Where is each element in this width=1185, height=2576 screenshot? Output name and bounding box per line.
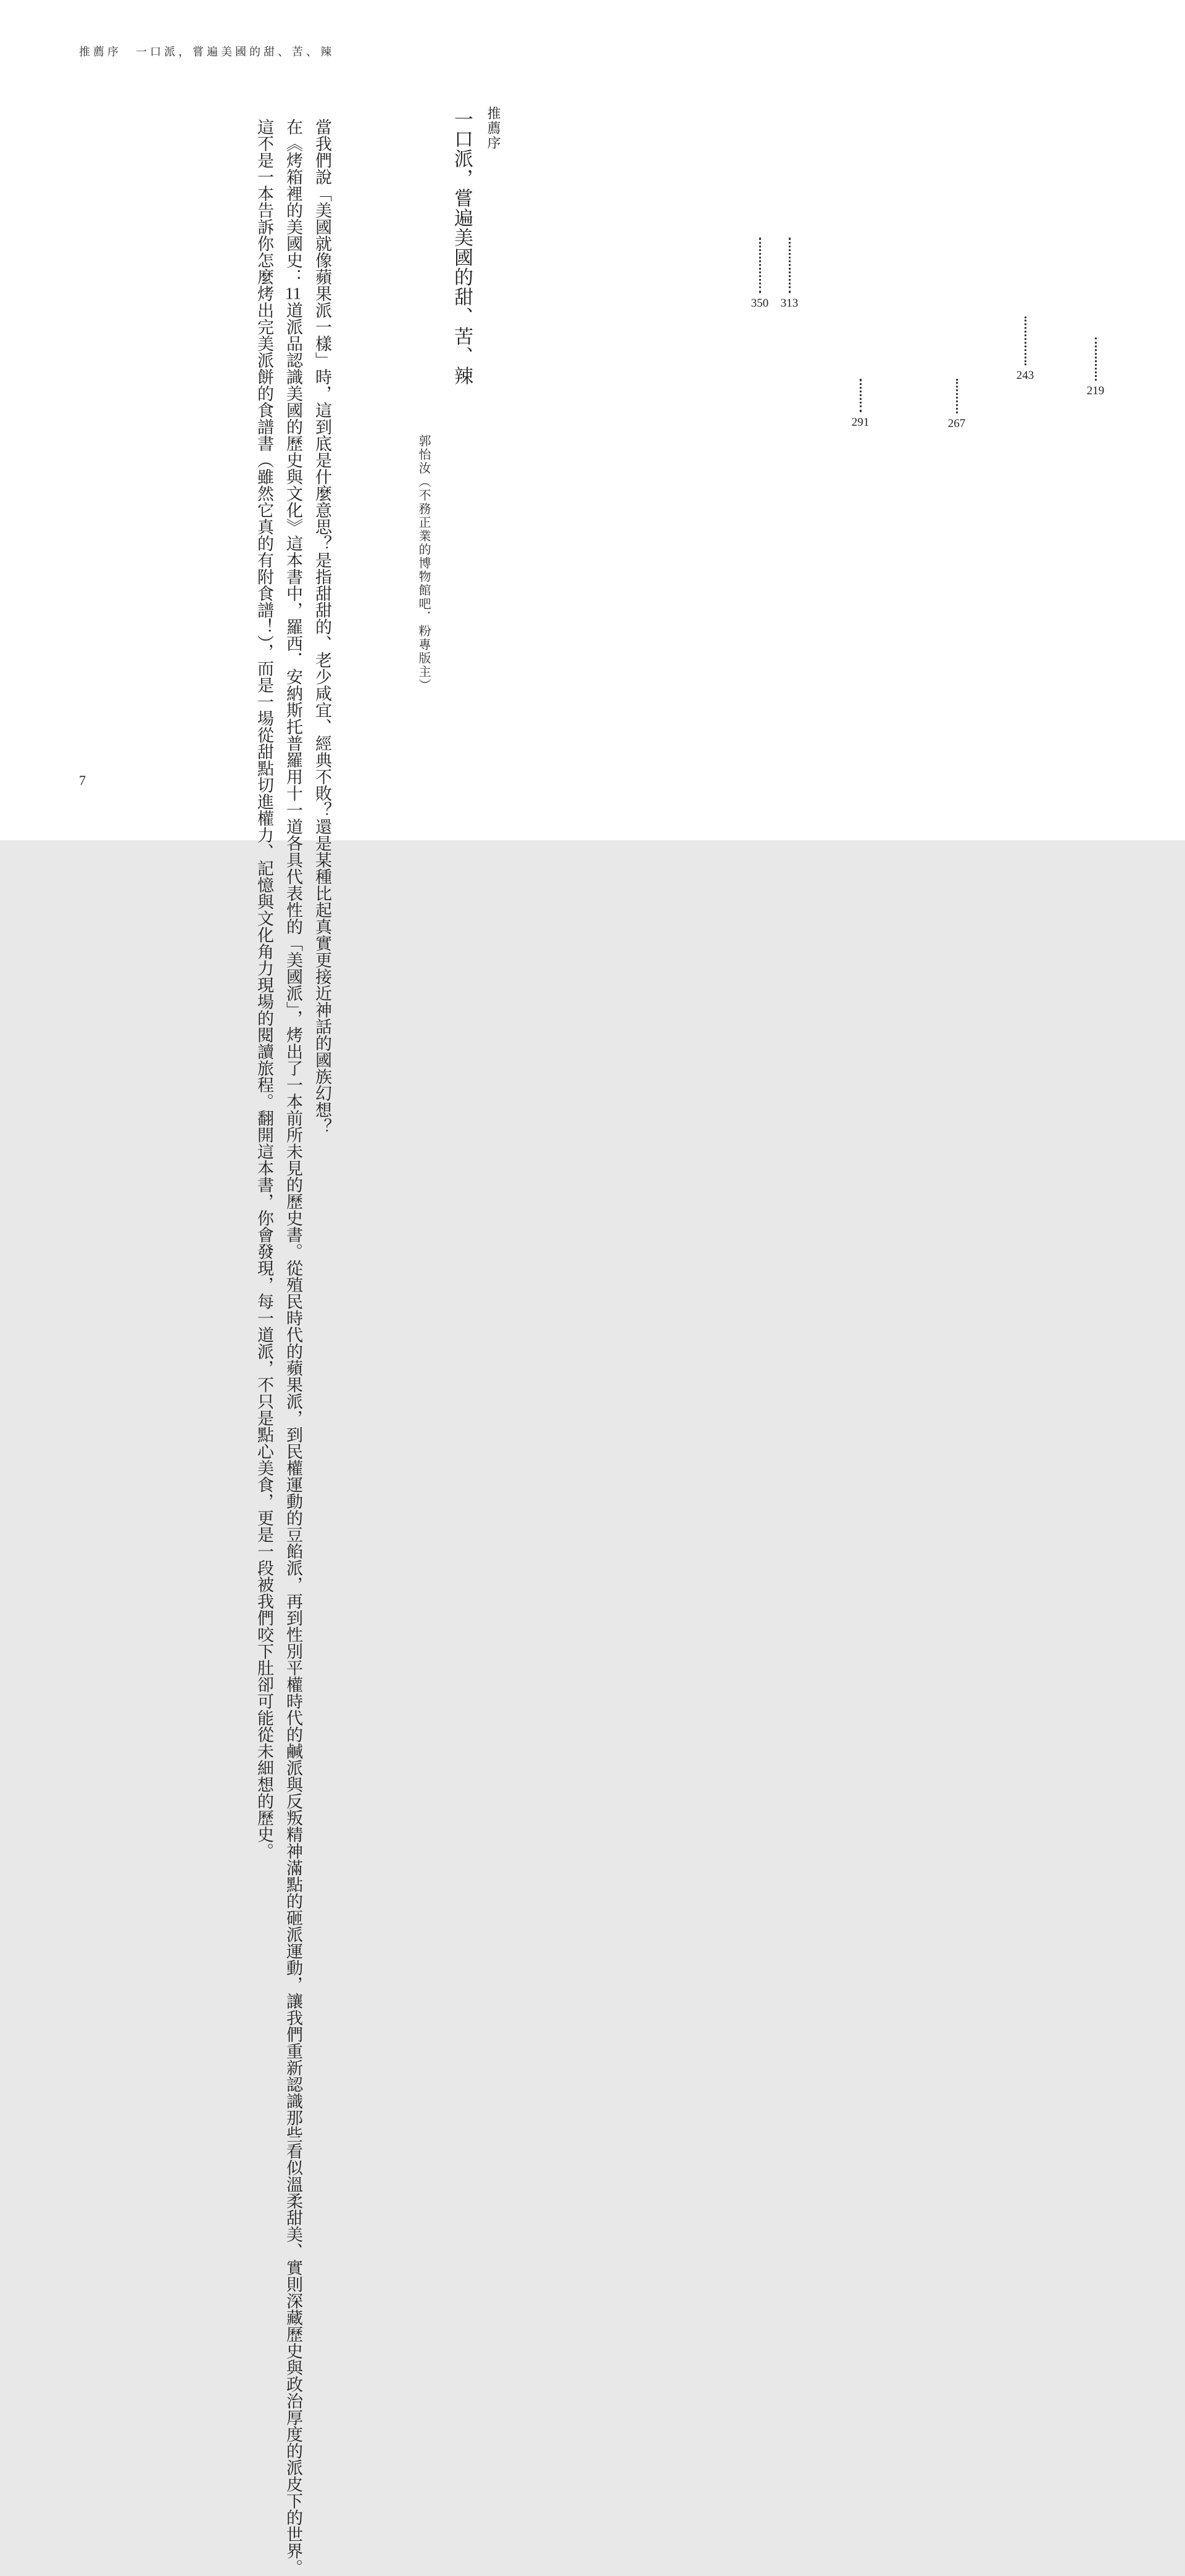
- toc-page-number: 219: [1086, 384, 1105, 397]
- toc-dot-leader: [956, 379, 958, 414]
- page-number: 7: [79, 772, 86, 788]
- section-label: 推薦序: [486, 106, 501, 151]
- toc-page-number: 267: [947, 417, 966, 430]
- preface-title: 一口派，嘗遍美國的甜、苦、辣: [451, 109, 473, 386]
- inline-number: 11: [285, 285, 301, 302]
- toc-page-number: 350: [750, 297, 769, 310]
- preface-body: [249, 102, 336, 2576]
- preface-paragraph: 在《烤箱裡的美國史：11道派品認識美國的歷史與文化》這本書中，羅西．安納斯托普羅用十一道各具代表性的「美國派」，烤出了一本前所未見的歷史書。從殖民時代的蘋果派，到民權運動的豆餡派，再到性別平權時代的鹹派與反叛精神滿點的砸派運動，讓我們重新認識那些看似溫柔甜美、實則深藏歷史與政治厚度的派皮下的世界。: [284, 118, 302, 2576]
- toc-page-number: 313: [780, 297, 799, 310]
- toc-dot-leader: [860, 379, 862, 413]
- running-header: 推薦序 一口派，嘗遍美國的甜、苦、辣: [79, 46, 335, 58]
- toc-dot-leader: [1025, 317, 1026, 365]
- toc-dot-leader: [1095, 338, 1097, 381]
- toc-dot-leader: [789, 238, 791, 293]
- toc-dot-leader: [759, 238, 761, 293]
- preface-paragraph: 當我們說「美國就像蘋果派一樣」時，這到底是什麼意思？是指甜甜的、老少咸宜、經典不敗？還是某種比起真實更接近神話的國族幻想？: [313, 118, 331, 1135]
- toc-page-number: 291: [851, 416, 870, 429]
- toc-page-number: 243: [1016, 369, 1034, 382]
- preface-paragraph: 這不是一本告訴你怎麼烤出完美派餅的食譜書（雖然它真的有附食譜！），而是一場從甜點切進權力、記憶與文化角力現場的閱讀旅程。翻開這本書，你會發現，每一道派，不只是點心美食，更是一段被我們咬下肚卻可能從未細想的歷史。: [255, 118, 273, 1860]
- author-line: 郭怡汝（不務正業的博物館吧．粉專版主）: [417, 434, 430, 692]
